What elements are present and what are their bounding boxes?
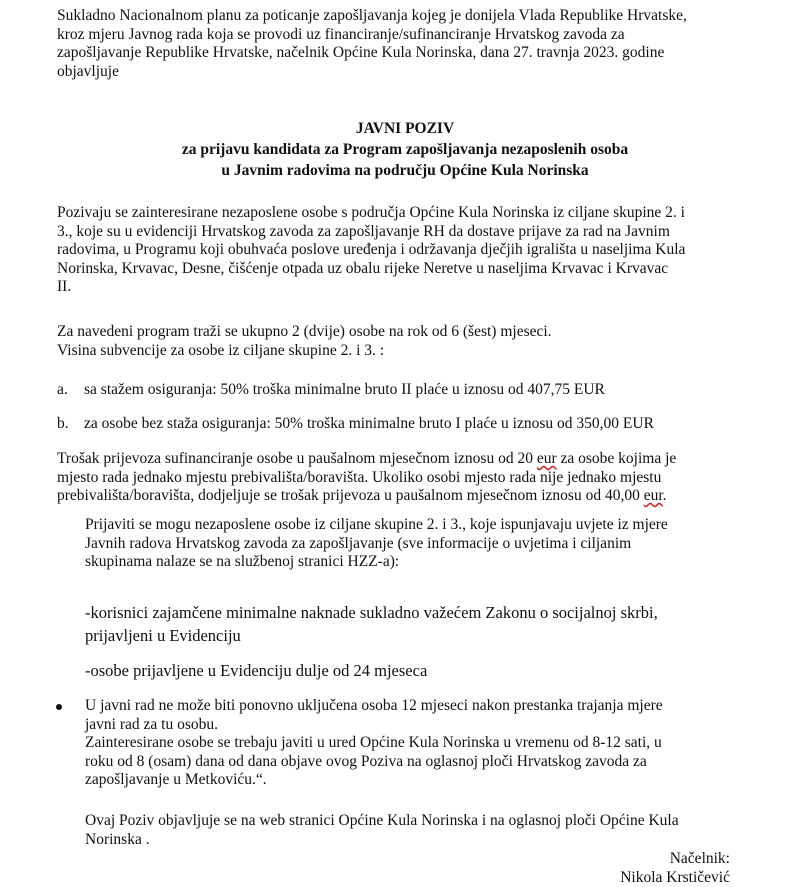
condition-line: -korisnici zajamčene minimalne naknade sukladno važećem Zakonu o socijalnoj skrbi, (85, 603, 658, 622)
list-item-b (57, 415, 654, 434)
program-paragraph (57, 323, 552, 360)
invitation-line: 3., koje su u evidenciji Hrvatskog zavoda za zapošljavanje RH da dostave prijave za rad na Javnim (57, 222, 670, 240)
document-title (0, 118, 810, 181)
closing-paragraph (85, 812, 679, 849)
transport-line: prebivališta/boravišta, dodjeljuje se trošak prijevoza u paušalnom mjesečnom iznosu od 40,00 eur. (57, 487, 667, 505)
intro-line: zapošljavanje Republike Hrvatske, načelnik Općine Kula Norinska, dana 27. travnja 2023. godine (57, 44, 665, 62)
signature-name: Nikola Krstičević (620, 869, 730, 886)
bullet-line: zapošljavanje u Metkoviću.“. (85, 771, 267, 789)
list-marker: a. (57, 381, 68, 398)
bullet-icon (56, 704, 62, 710)
title-heading: JAVNI POZIV (355, 120, 455, 137)
invitation-line: radovima, u Programu koji obuhvaća poslove uređenja i održavanja dječjih igrališta u naseljima Kula (57, 241, 686, 259)
invitation-line: Pozivaju se zainteresirane nezaposlene osobe s područja Općine Kula Norinska iz ciljane skupine 2. i (57, 204, 685, 221)
condition-1 (85, 601, 658, 647)
transport-paragraph (57, 450, 676, 506)
closing-line: Norinska . (85, 830, 150, 848)
bullet-line: U javni rad ne može biti ponovno uključena osoba 12 mjeseci nakon prestanka trajanja mjere (85, 697, 663, 714)
program-line: Za navedeni program traži se ukupno 2 (dvije) osobe na rok od 6 (šest) mjeseci. (57, 323, 552, 340)
signature-title: Načelnik: (669, 850, 730, 867)
list-item-text: sa stažem osiguranja: 50% troška minimalne bruto II plaće u iznosu od 407,75 EUR (84, 381, 605, 398)
title-subheading: u Javnim radovima na području Općine Kula Norinska (221, 162, 589, 179)
intro-line: Sukladno Nacionalnom planu za poticanje zapošljavanja kojeg je donijela Vlada Republike Hrvatske, (57, 7, 687, 24)
eligibility-line: skupinama nalaze se na službenoj stranici HZZ-a): (85, 553, 400, 571)
invitation-line: Norinska, Krvavac, Desne, čišćenje otpada uz obalu rijeke Neretve u naseljima Krvavac i Krvavac (57, 259, 669, 277)
condition-line: -osobe prijavljene u Evidenciju dulje od 24 mjeseca (85, 661, 428, 680)
eligibility-line: Prijaviti se mogu nezaposlene osobe iz ciljane skupine 2. i 3., koje ispunjavaju uvjete iz mjere (85, 516, 668, 533)
list-marker: b. (57, 415, 69, 432)
transport-line: Trošak prijevoza sufinanciranje osobe u paušalnom mjesečnom iznosu od 20 eur za osobe kojima je (57, 450, 677, 467)
title-subheading: za prijavu kandidata za Program zapošljavanja nezaposlenih osoba (181, 141, 629, 158)
subsidy-heading: Visina subvencije za osobe iz ciljane skupine 2. i 3. : (57, 341, 385, 359)
list-item-text: za osobe bez staža osiguranja: 50% troška minimalne bruto I plaće u iznosu od 350,00 EUR (84, 415, 654, 432)
list-item-a (57, 381, 605, 400)
intro-line: kroz mjeru Javnog rada koja se provodi uz financiranje/sufinanciranje Hrvatskog zavoda za (57, 25, 625, 43)
eligibility-line: Javnih radova Hrvatskog zavoda za zapošljavanje (sve informacije o uvjetima i ciljanim (85, 534, 632, 552)
eligibility-paragraph (85, 516, 668, 572)
intro-paragraph (57, 7, 687, 81)
transport-line: mjesto rada jednako mjestu prebivališta/boravišta. Ukoliko osobi mjesto rada nije jednako mjestu (57, 468, 662, 486)
bullet-line: roku od 8 (osam) dana od dana objave ovog Poziva na oglasnoj ploči Hrvatskog zavoda za (85, 752, 647, 770)
spellcheck-word: eur (643, 487, 663, 505)
intro-line: objavljuje (57, 62, 119, 80)
signature-block (620, 849, 730, 887)
condition-line: prijavljeni u Evidenciju (85, 626, 241, 645)
bullet-line: javni rad za tu osobu. (85, 715, 219, 733)
condition-2 (85, 659, 427, 682)
invitation-line: II. (57, 278, 72, 296)
closing-line: Ovaj Poziv objavljuje se na web stranici Općine Kula Norinska i na oglasnoj ploči Općine Kula (85, 812, 679, 829)
spellcheck-word: eur (536, 450, 557, 467)
bullet-paragraph (85, 697, 663, 790)
invitation-paragraph (57, 204, 685, 297)
bullet-line: Zainteresirane osobe se trebaju javiti u ured Općine Kula Norinska u vremenu od 8-12 sati, u (85, 734, 662, 752)
